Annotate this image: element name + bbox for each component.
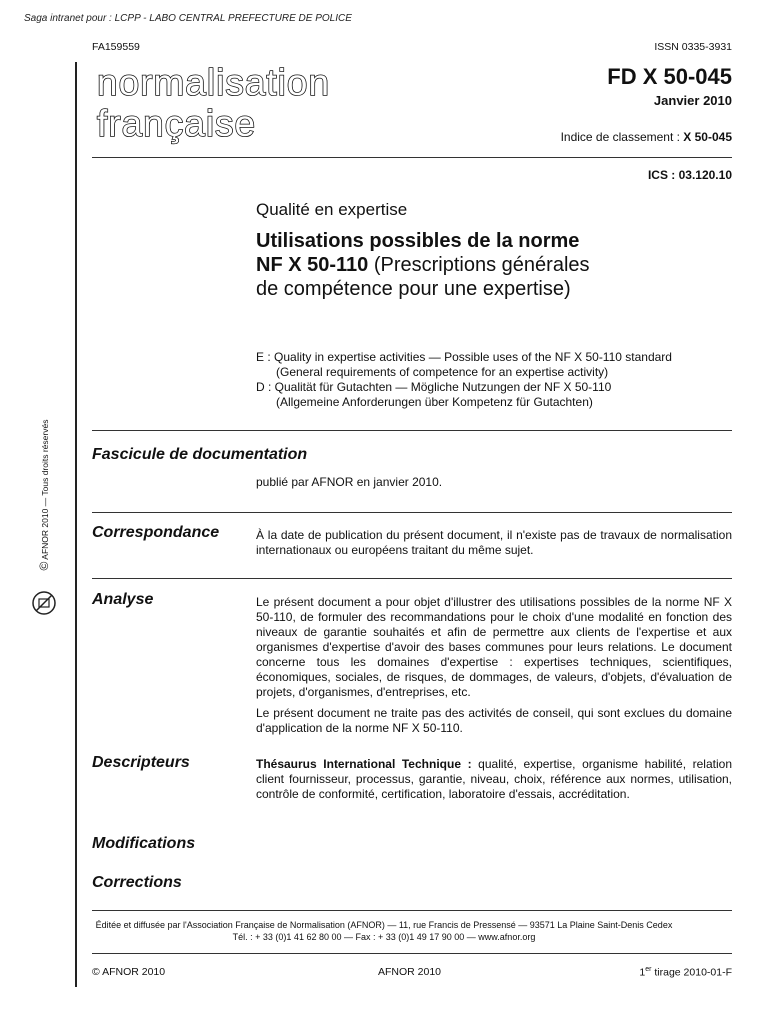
document-id: FA159559 xyxy=(92,41,140,53)
logo-line-1: normalisation xyxy=(97,62,331,103)
english-title-cont: (General requirements of competence for an expertise activity) xyxy=(276,365,609,379)
print-run-label: tirage 2010-01-F xyxy=(651,966,732,979)
fascicule-heading: Fascicule de documentation xyxy=(92,446,308,463)
publisher-contact: Tél. : + 33 (0)1 41 62 80 00 — Fax : + 33 (0)1 49 17 90 00 — www.afnor.org xyxy=(232,932,536,942)
german-title: D : Qualität für Gutachten — Mögliche Nutzungen der NF X 50-110 xyxy=(256,380,612,394)
title-line-3: de compétence pour une expertise) xyxy=(256,278,571,300)
copyright-symbol: © xyxy=(37,561,51,571)
translated-titles xyxy=(256,350,736,410)
no-photocopy-icon xyxy=(31,590,57,616)
correspondance-heading: Correspondance xyxy=(92,524,220,541)
rights-reserved-text xyxy=(37,420,51,571)
section-divider xyxy=(92,430,732,431)
classification-label: Indice de classement : xyxy=(560,130,684,144)
standard-code: FD X 50-045 xyxy=(607,64,732,89)
print-run-number: 1 xyxy=(639,966,646,979)
print-run xyxy=(639,966,732,979)
german-title-cont: (Allgemeine Anforderungen über Kompetenz für Gutachten) xyxy=(276,395,593,409)
modifications-heading: Modifications xyxy=(92,835,196,852)
correspondance-text: À la date de publication du présent document, il n'existe pas de travaux de normalisation internationaux ou européens traitant du même sujet. xyxy=(256,528,732,557)
header-divider xyxy=(92,157,732,158)
classification-value: X 50-045 xyxy=(683,130,732,144)
publisher-info xyxy=(0,919,768,943)
corrections-heading: Corrections xyxy=(92,874,182,891)
footer-divider xyxy=(92,953,732,954)
title-standard-ref: NF X 50-110 xyxy=(256,254,369,276)
document-title xyxy=(256,229,696,301)
title-line-2 xyxy=(256,253,696,277)
descripteurs-keywords: qualité, expertise, organisme habilité, relation client fournisseur, processus, garantie, niveau, choix, référence aux normes, utilisation, contrôle de conformité, certification, laboratoire d'essais, accréditation. xyxy=(256,757,732,801)
print-run-ordinal: er xyxy=(645,966,652,973)
left-margin-rule xyxy=(75,62,77,987)
logo-line-2: française xyxy=(97,103,257,144)
publisher-address: Éditée et diffusée par l'Association Française de Normalisation (AFNOR) — 11, rue Francis de Pressensé — 93571 La Plaine Saint-Denis Cedex xyxy=(95,920,673,930)
analyse-heading: Analyse xyxy=(92,591,154,608)
title-line-1: Utilisations possibles de la norme xyxy=(256,230,580,252)
intranet-banner: Saga intranet pour : LCPP - LABO CENTRAL PREFECTURE DE POLICE xyxy=(24,13,352,24)
fascicule-text: publié par AFNOR en janvier 2010. xyxy=(256,475,443,489)
ics-code: ICS : 03.120.10 xyxy=(647,168,732,182)
footer-center: AFNOR 2010 xyxy=(378,966,442,978)
english-title: E : Quality in expertise activities — Possible uses of the NF X 50-110 standard xyxy=(256,350,672,364)
issn: ISSN 0335-3931 xyxy=(654,41,732,53)
publication-date: Janvier 2010 xyxy=(653,93,732,108)
descripteurs-text xyxy=(256,757,732,802)
classification-index xyxy=(561,130,732,144)
document-subtitle: Qualité en expertise xyxy=(256,200,408,219)
section-divider xyxy=(92,512,732,513)
footer-copyright: © AFNOR 2010 xyxy=(92,966,166,978)
analyse-paragraph-2: Le présent document ne traite pas des activités de conseil, qui sont exclues du domaine d'application de la norme NF X 50-110. xyxy=(256,706,732,735)
analyse-text xyxy=(256,595,732,742)
footer-divider xyxy=(92,910,732,911)
thesaurus-label: Thésaurus International Technique : xyxy=(256,757,472,771)
copyright-sidebar xyxy=(36,405,52,585)
title-line-2-rest: (Prescriptions générales xyxy=(368,254,590,276)
section-divider xyxy=(92,578,732,579)
analyse-paragraph-1: Le présent document a pour objet d'illustrer des utilisations possibles de la norme NF X 50-110, de formuler des recommandations pour le choix d'une modalité en fonction des niveaux de garantie souhaités et afin de permettre aux clients de l'expertise et aux organismes d'expertise d'avoir des bases communes pour leurs relations. Le document concerne tous les domaines d'expertise : expertises techniques, scientifiques, économiques, sociales, de risques, de dommages, de valeurs, d'objets, d'évaluation de projets, d'organismes, d'entreprises, etc. xyxy=(256,595,732,699)
rights-text: AFNOR 2010 — Tous droits réservés xyxy=(40,419,50,560)
normalisation-francaise-logo xyxy=(97,62,330,144)
descripteurs-heading: Descripteurs xyxy=(92,754,190,771)
